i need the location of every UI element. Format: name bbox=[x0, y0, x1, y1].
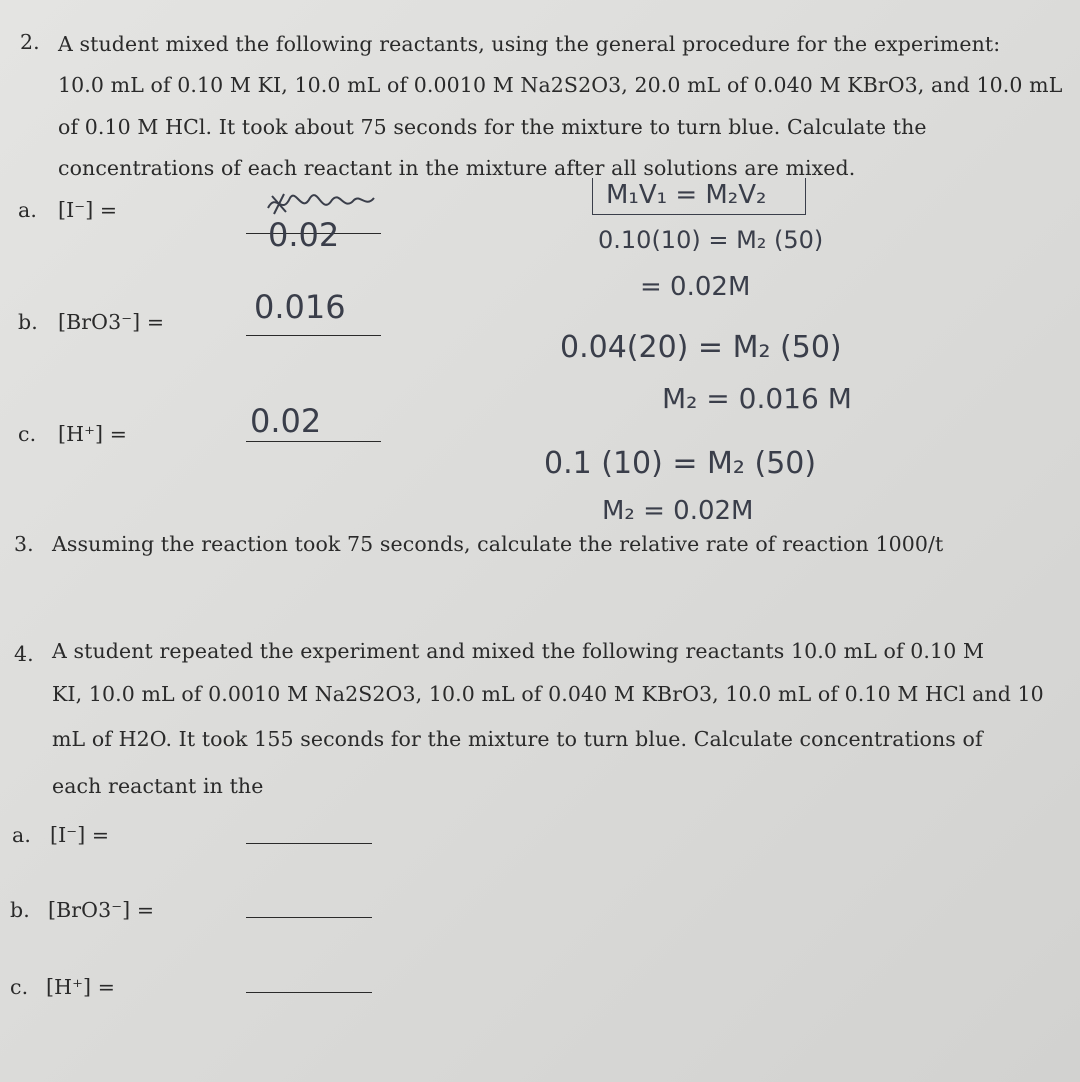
q2-b-expr: [BrO3⁻] = bbox=[58, 310, 165, 334]
q4-c-expr: [H⁺] = bbox=[46, 975, 115, 999]
q4-line4: each reactant in the bbox=[52, 774, 264, 798]
q2-line1: A student mixed the following reactants, using the general procedure for the experiment: bbox=[58, 32, 1001, 56]
q2-a-label: a. bbox=[18, 198, 37, 222]
q2-a-answer: 0.02 bbox=[268, 216, 340, 254]
q2-c-answer: 0.02 bbox=[250, 402, 322, 440]
q2-a-expr: [I⁻] = bbox=[58, 198, 118, 222]
q3-number: 3. bbox=[14, 532, 34, 556]
q4-a-label: a. bbox=[12, 823, 31, 847]
work-line4: M₂ = 0.016 M bbox=[662, 382, 852, 415]
q3-text: Assuming the reaction took 75 seconds, calculate the relative rate of reaction 1000/t bbox=[52, 532, 944, 556]
work-line3: 0.04(20) = M₂ (50) bbox=[560, 330, 842, 365]
q4-b-expr: [BrO3⁻] = bbox=[48, 898, 155, 922]
q2-b-label: b. bbox=[18, 310, 38, 334]
q4-number: 4. bbox=[14, 642, 34, 666]
q4-line3: mL of H2O. It took 155 seconds for the mixture to turn blue. Calculate concentrations of bbox=[52, 727, 983, 751]
work-line1: 0.10(10) = M₂ (50) bbox=[598, 226, 824, 254]
work-line2: = 0.02M bbox=[640, 272, 751, 302]
work-formula: M₁V₁ = M₂V₂ bbox=[606, 180, 767, 210]
q2-number: 2. bbox=[20, 30, 40, 54]
q2-line3: of 0.10 M HCl. It took about 75 seconds for the mixture to turn blue. Calculate the bbox=[58, 115, 927, 139]
work-line6: M₂ = 0.02M bbox=[602, 496, 754, 526]
work-line5: 0.1 (10) = M₂ (50) bbox=[544, 446, 817, 481]
q4-line1: A student repeated the experiment and mixed the following reactants 10.0 mL of 0.10 M bbox=[52, 639, 985, 663]
q4-c-answer-line bbox=[246, 992, 372, 993]
q2-b-answer-line bbox=[246, 335, 381, 336]
q4-c-label: c. bbox=[10, 975, 29, 999]
q4-b-label: b. bbox=[10, 898, 30, 922]
q2-line2: 10.0 mL of 0.10 M KI, 10.0 mL of 0.0010 M Na2S2O3, 20.0 mL of 0.040 M KBrO3, and 10.0 mL bbox=[58, 73, 1063, 97]
q2-c-answer-line bbox=[246, 441, 381, 442]
q4-b-answer-line bbox=[246, 917, 372, 918]
q2-line4: concentrations of each reactant in the mixture after all solutions are mixed. bbox=[58, 156, 856, 180]
q2-b-answer: 0.016 bbox=[254, 288, 346, 326]
q2-c-label: c. bbox=[18, 422, 37, 446]
q4-a-answer-line bbox=[246, 843, 372, 844]
q4-line2: KI, 10.0 mL of 0.0010 M Na2S2O3, 10.0 mL of 0.040 M KBrO3, 10.0 mL of 0.10 M HCl and 10 bbox=[52, 682, 1044, 706]
q4-a-expr: [I⁻] = bbox=[50, 823, 110, 847]
q2-c-expr: [H⁺] = bbox=[58, 422, 127, 446]
